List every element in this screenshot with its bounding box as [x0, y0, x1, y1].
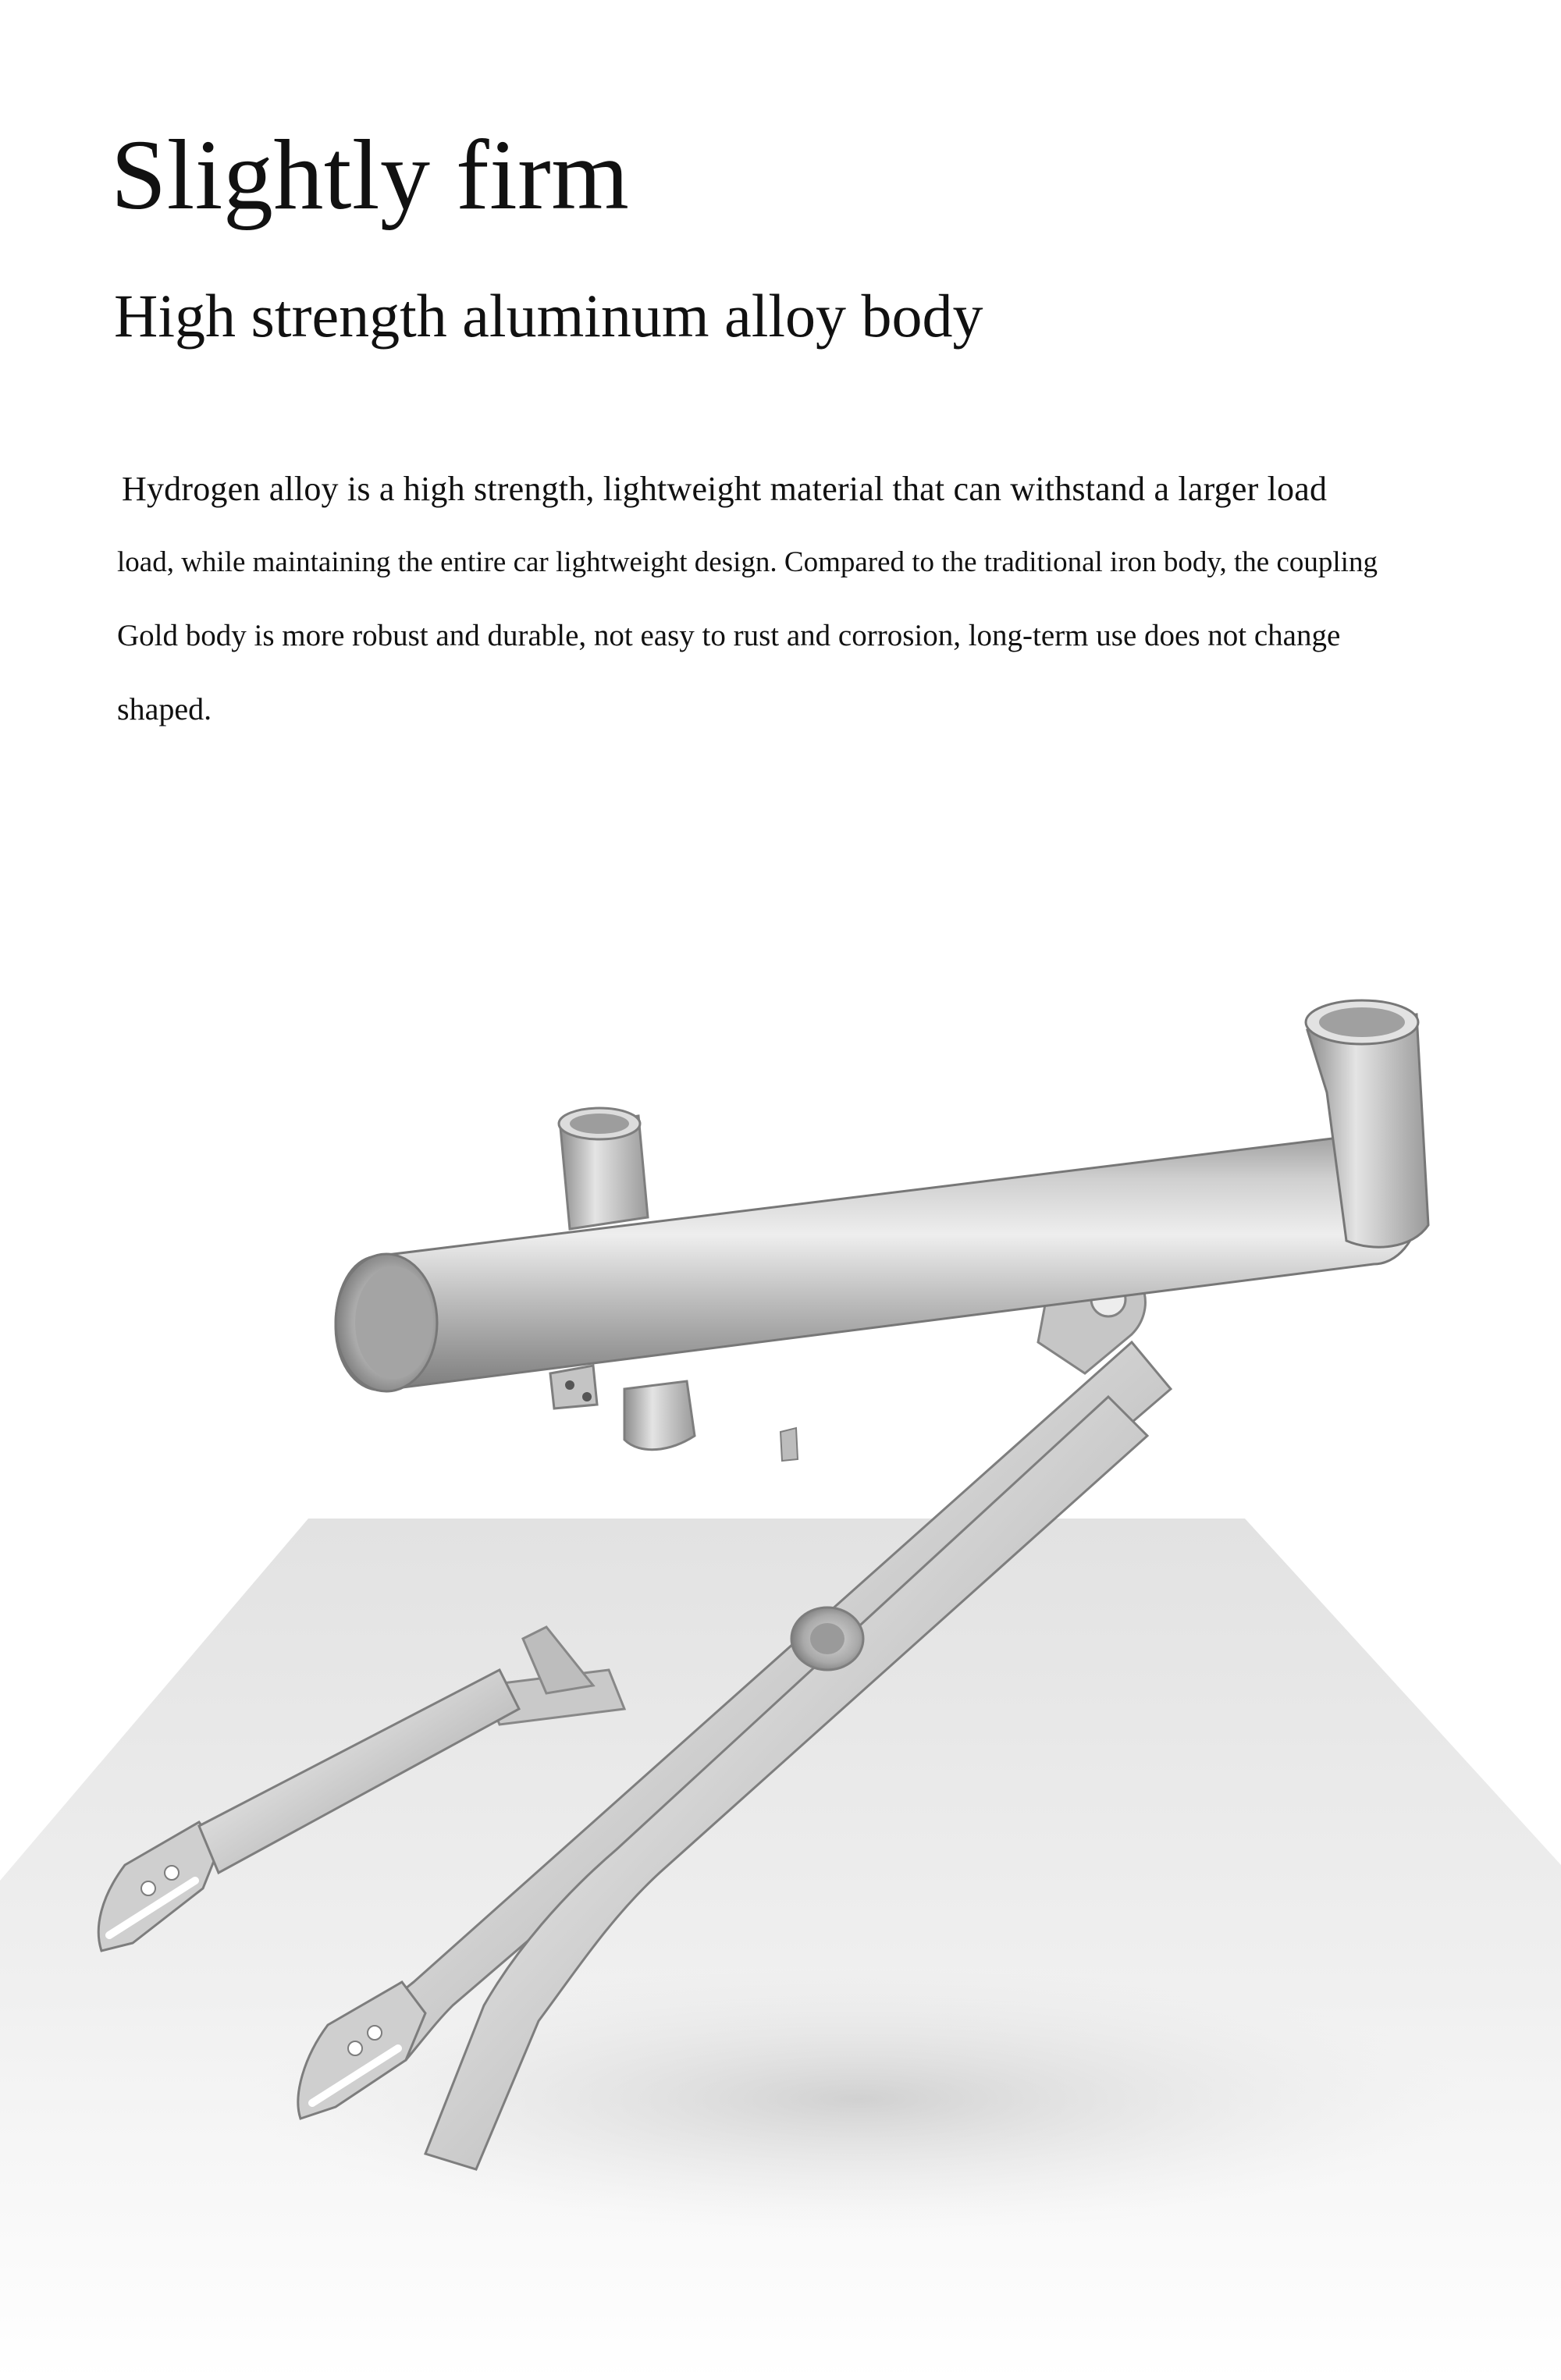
description-line-3: Gold body is more robust and durable, not easy to rust and corrosion, long-term use does not change	[117, 619, 1341, 652]
page-subtitle: High strength aluminum alloy body	[114, 282, 983, 350]
description-line-2: load, while maintaining the entire car lightweight design. Compared to the traditional iron body, the coupling	[117, 546, 1378, 578]
description-line-4: shaped.	[117, 691, 212, 726]
description-paragraph	[117, 462, 1452, 755]
page-title: Slightly firm	[111, 119, 630, 230]
description-line-1: Hydrogen alloy is a high strength, lightweight material that can withstand a larger load	[122, 470, 1328, 508]
bike-frame-icon	[0, 858, 1561, 2380]
